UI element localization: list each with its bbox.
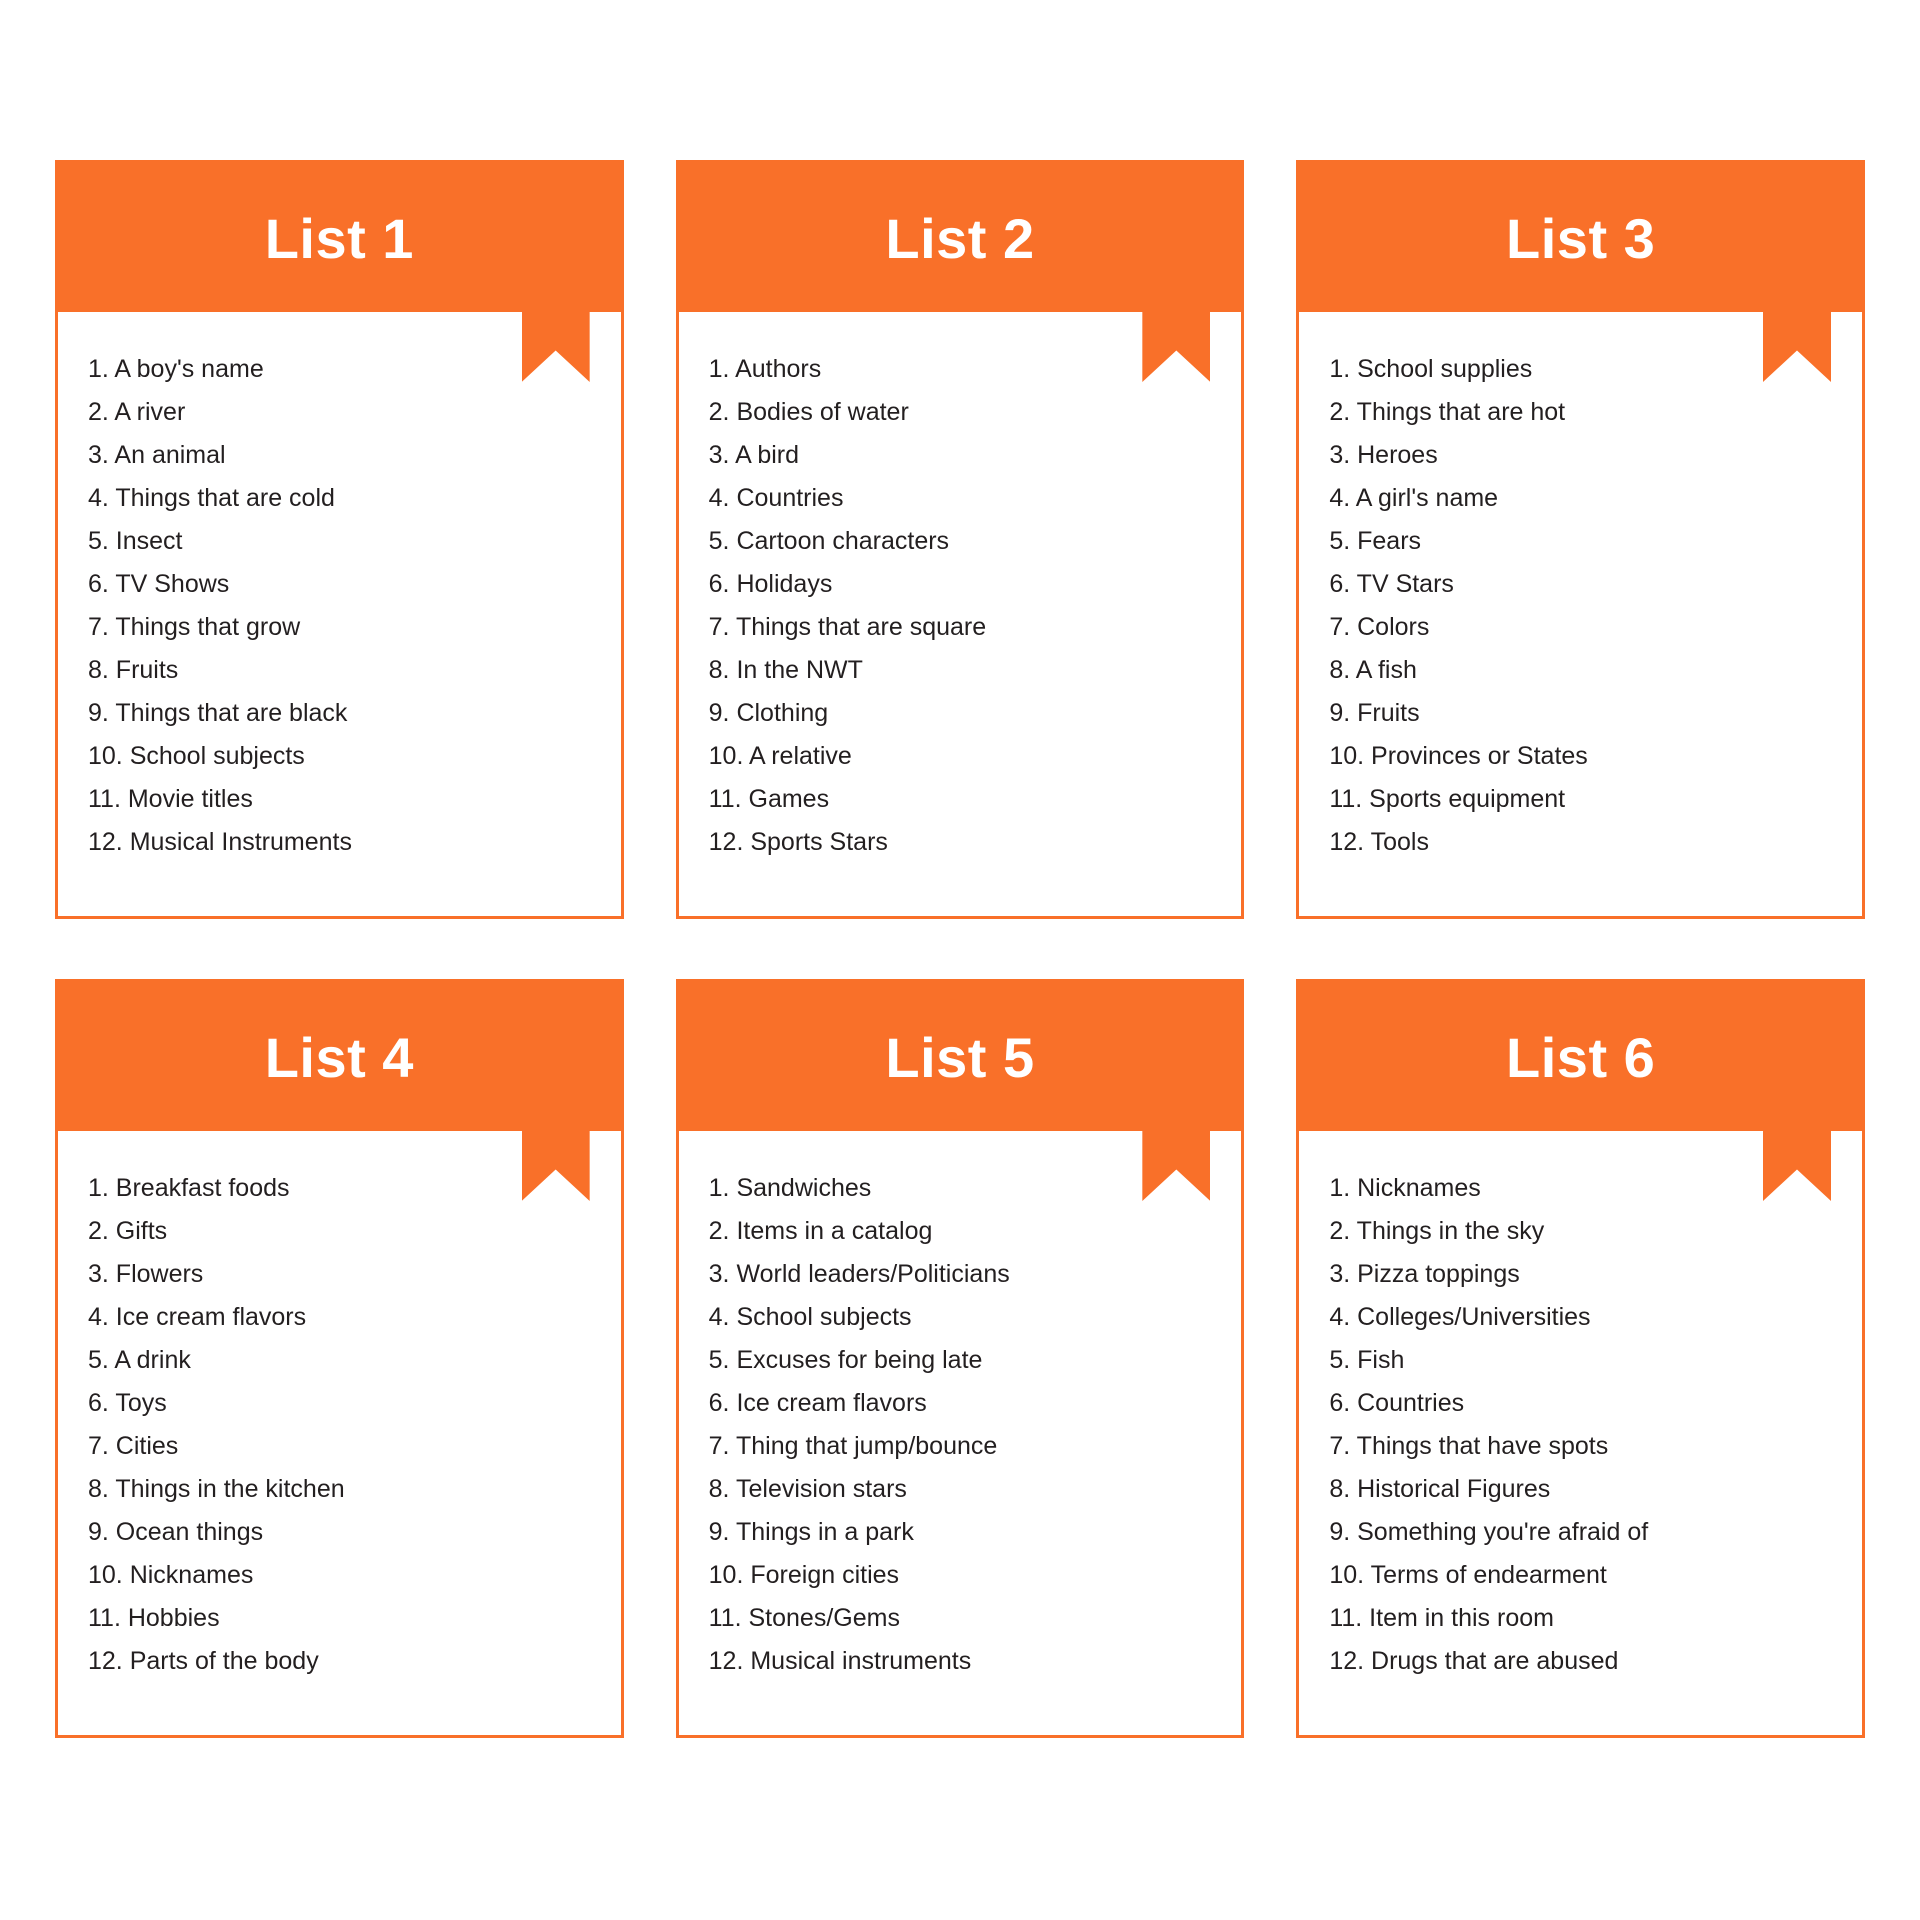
list-item: 1. A boy's name bbox=[88, 355, 264, 383]
card-header bbox=[1296, 160, 1865, 312]
list-item: 11. Games bbox=[708, 785, 830, 813]
list-item: 3. Flowers bbox=[88, 1260, 204, 1288]
list-item: 9. Clothing bbox=[708, 699, 829, 727]
list-item: 1. Sandwiches bbox=[708, 1174, 872, 1202]
list-item: 8. In the NWT bbox=[708, 656, 863, 684]
list-item: 11. Stones/Gems bbox=[708, 1604, 900, 1632]
list-item: 6. Holidays bbox=[708, 570, 833, 598]
card-header bbox=[676, 160, 1245, 312]
list-item: 9. Things in a park bbox=[708, 1518, 914, 1546]
card-body bbox=[679, 1131, 1242, 1735]
list-item: 5. Excuses for being late bbox=[708, 1346, 983, 1374]
list-item: 6. Toys bbox=[88, 1389, 167, 1417]
list-item: 12. Parts of the body bbox=[88, 1647, 319, 1675]
list-card bbox=[55, 160, 624, 919]
card-title: List 4 bbox=[264, 1026, 414, 1089]
list-item: 5. Insect bbox=[88, 527, 183, 555]
list-item: 5. Fish bbox=[1329, 1346, 1405, 1374]
list-item: 8. Things in the kitchen bbox=[88, 1475, 345, 1503]
list-item: 9. Ocean things bbox=[88, 1518, 264, 1546]
card-title: List 1 bbox=[264, 207, 414, 270]
list-item: 11. Item in this room bbox=[1329, 1604, 1554, 1632]
list-item: 9. Something you're afraid of bbox=[1329, 1518, 1649, 1546]
list-item: 7. Colors bbox=[1329, 613, 1430, 641]
card-header bbox=[1296, 979, 1865, 1131]
card-header bbox=[55, 160, 624, 312]
card-header bbox=[55, 979, 624, 1131]
card-title: List 3 bbox=[1506, 207, 1656, 270]
list-card bbox=[676, 979, 1245, 1738]
list-item: 10. School subjects bbox=[88, 742, 305, 770]
list-item: 2. Bodies of water bbox=[708, 398, 909, 426]
list-item: 3. World leaders/Politicians bbox=[708, 1260, 1010, 1288]
list-item: 3. A bird bbox=[708, 441, 800, 469]
list-item: 3. Pizza toppings bbox=[1329, 1260, 1520, 1288]
list-item: 2. Things that are hot bbox=[1329, 398, 1566, 426]
list-item: 10. Terms of endearment bbox=[1329, 1561, 1607, 1589]
list-item: 1. Nicknames bbox=[1329, 1174, 1481, 1202]
list-item: 4. A girl's name bbox=[1329, 484, 1499, 512]
card-title: List 2 bbox=[885, 207, 1035, 270]
list-item: 3. Heroes bbox=[1329, 441, 1438, 469]
list-item: 2. A river bbox=[88, 398, 186, 426]
list-card bbox=[1296, 979, 1865, 1738]
card-body bbox=[58, 312, 621, 916]
list-item: 9. Fruits bbox=[1329, 699, 1420, 727]
card-header bbox=[676, 979, 1245, 1131]
list-item: 12. Tools bbox=[1329, 828, 1429, 856]
list-item: 12. Drugs that are abused bbox=[1329, 1647, 1619, 1675]
list-item: 11. Sports equipment bbox=[1329, 785, 1566, 813]
list-item: 12. Musical Instruments bbox=[88, 828, 352, 856]
list-item: 4. Countries bbox=[708, 484, 844, 512]
list-item: 5. A drink bbox=[88, 1346, 191, 1374]
list-item: 4. Ice cream flavors bbox=[88, 1303, 307, 1331]
list-item: 2. Items in a catalog bbox=[708, 1217, 933, 1245]
list-item: 2. Things in the sky bbox=[1329, 1217, 1545, 1245]
list-item: 6. Ice cream flavors bbox=[708, 1389, 927, 1417]
list-item: 5. Fears bbox=[1329, 527, 1422, 555]
list-item: 11. Hobbies bbox=[88, 1604, 220, 1632]
card-body bbox=[679, 312, 1242, 916]
list-item: 10. Provinces or States bbox=[1329, 742, 1588, 770]
card-body bbox=[1299, 312, 1862, 916]
list-item: 6. Countries bbox=[1329, 1389, 1465, 1417]
list-item: 12. Musical instruments bbox=[708, 1647, 972, 1675]
list-item: 4. Colleges/Universities bbox=[1329, 1303, 1591, 1331]
card-body bbox=[58, 1131, 621, 1735]
list-item: 10. Nicknames bbox=[88, 1561, 254, 1589]
list-item: 8. Fruits bbox=[88, 656, 179, 684]
list-item: 12. Sports Stars bbox=[708, 828, 888, 856]
list-item: 4. Things that are cold bbox=[88, 484, 335, 512]
list-card bbox=[676, 160, 1245, 919]
list-item: 7. Things that grow bbox=[88, 613, 301, 641]
list-item: 6. TV Stars bbox=[1329, 570, 1454, 598]
list-item: 8. Television stars bbox=[708, 1475, 907, 1503]
list-item: 7. Things that are square bbox=[708, 613, 987, 641]
list-item: 5. Cartoon characters bbox=[708, 527, 950, 555]
list-item: 10. Foreign cities bbox=[708, 1561, 900, 1589]
list-item: 8. Historical Figures bbox=[1329, 1475, 1551, 1503]
card-body bbox=[1299, 1131, 1862, 1735]
list-item: 2. Gifts bbox=[88, 1217, 168, 1245]
list-item: 7. Cities bbox=[88, 1432, 179, 1460]
list-item: 1. School supplies bbox=[1329, 355, 1533, 383]
list-item: 7. Things that have spots bbox=[1329, 1432, 1609, 1460]
card-title: List 6 bbox=[1506, 1026, 1656, 1089]
list-item: 1. Authors bbox=[708, 355, 822, 383]
card-title: List 5 bbox=[885, 1026, 1035, 1089]
list-item: 4. School subjects bbox=[708, 1303, 912, 1331]
list-item: 1. Breakfast foods bbox=[88, 1174, 290, 1202]
list-card bbox=[1296, 160, 1865, 919]
list-item: 6. TV Shows bbox=[88, 570, 230, 598]
list-item: 11. Movie titles bbox=[88, 785, 253, 813]
list-item: 10. A relative bbox=[708, 742, 852, 770]
card-grid bbox=[55, 160, 1865, 1738]
list-item: 9. Things that are black bbox=[88, 699, 348, 727]
list-item: 3. An animal bbox=[88, 441, 226, 469]
list-card bbox=[55, 979, 624, 1738]
list-item: 7. Thing that jump/bounce bbox=[708, 1432, 998, 1460]
list-item: 8. A fish bbox=[1329, 656, 1417, 684]
